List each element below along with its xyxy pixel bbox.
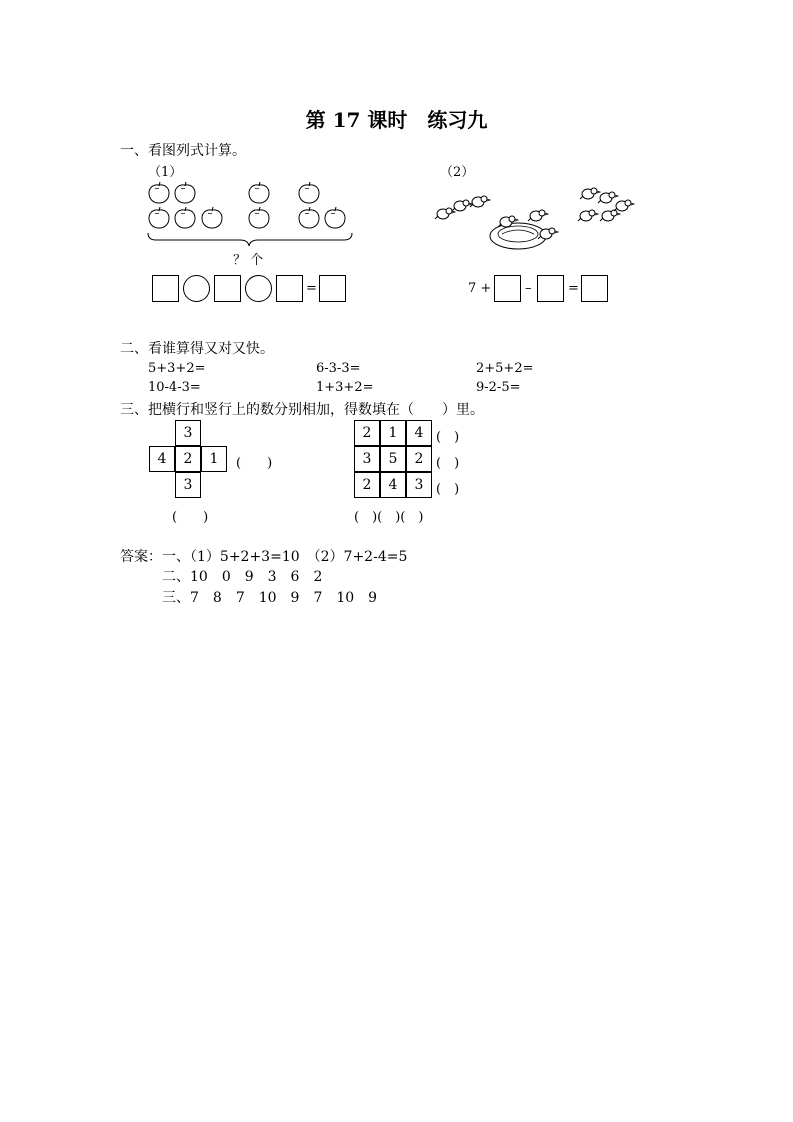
sub2-label: （2）: [440, 165, 475, 180]
grid-cell: 1: [380, 420, 406, 446]
section2-heading: 二、看谁算得又对又快。: [120, 341, 274, 357]
row-sum-blank[interactable]: ( ): [236, 456, 273, 471]
apple-icon: [175, 182, 195, 203]
equals-sign: =: [568, 281, 579, 296]
section3-heading: 三、把横行和竖行上的数分别相加，得数填在（ ）里。: [120, 402, 484, 418]
answer-box[interactable]: [581, 275, 608, 302]
row-sum-blank[interactable]: ( ): [436, 456, 460, 471]
section1-heading: 一、看图列式计算。: [120, 143, 246, 159]
grid-cell: 5: [380, 446, 406, 472]
row-sum-blank[interactable]: ( ): [436, 482, 460, 497]
answer-line: 答案：一、（1）5+2+3=10 （2）7+2-4=5: [120, 549, 408, 565]
apple-icon: [202, 207, 222, 228]
apple-icon: [149, 207, 169, 228]
bird-icon: [580, 188, 600, 199]
problem: 5+3+2=: [148, 361, 206, 376]
question-label: ？ 个: [233, 253, 264, 268]
answer-box[interactable]: [276, 275, 303, 302]
eq2-start: 7 +: [468, 281, 492, 296]
birds-picture: [430, 178, 640, 258]
apple-icon: [149, 182, 169, 203]
cross-cell-left: 4: [149, 446, 175, 472]
problem: 9-2-5=: [476, 380, 521, 395]
cross-cell-center: 2: [175, 446, 201, 472]
apple-icon: [249, 182, 269, 203]
grid-cell: 4: [380, 472, 406, 498]
grid-cell: 2: [354, 472, 380, 498]
problem: 2+5+2=: [476, 361, 534, 376]
problem: 10-4-3=: [148, 380, 201, 395]
grid-cell: 3: [354, 446, 380, 472]
apple-icon: [249, 207, 269, 228]
operator-circle[interactable]: [183, 275, 210, 302]
bird-icon: [578, 210, 598, 221]
answer-line: 二、10 0 9 3 6 2: [162, 569, 323, 585]
cross-cell-bottom: 3: [175, 472, 201, 498]
bird-icon: [598, 192, 618, 203]
sub1-label: （1）: [148, 165, 183, 180]
col-sum-blank[interactable]: ( ): [172, 510, 209, 525]
answer-box[interactable]: [537, 275, 564, 302]
answer-box[interactable]: [214, 275, 241, 302]
bird-icon: [614, 200, 634, 211]
grid-cell: 3: [406, 472, 432, 498]
page-title: 第 17 课时 练习九: [305, 108, 488, 132]
grid-cell: 2: [354, 420, 380, 446]
cross-cell-right: 1: [201, 446, 227, 472]
answer-box[interactable]: [152, 275, 179, 302]
bird-icon: [528, 210, 548, 221]
apple-icon: [299, 207, 319, 228]
row-sum-blank[interactable]: ( ): [436, 430, 460, 445]
grid-cell: 2: [406, 446, 432, 472]
col-sum-blanks[interactable]: ( )( )( ): [354, 510, 424, 525]
answer-line: 三、7 8 7 10 9 7 10 9: [162, 590, 378, 606]
equals-sign: =: [306, 281, 317, 296]
bird-icon: [600, 210, 620, 221]
apple-icon: [175, 207, 195, 228]
bird-icon: [452, 200, 472, 211]
problem: 1+3+2=: [316, 380, 374, 395]
cross-cell-top: 3: [175, 420, 201, 446]
bird-icon: [435, 208, 455, 219]
apple-icon: [299, 182, 319, 203]
apple-icon: [325, 207, 345, 228]
grid-cell: 4: [406, 420, 432, 446]
bird-icon: [470, 196, 490, 207]
answer-box[interactable]: [494, 275, 521, 302]
minus-sign: –: [525, 281, 532, 296]
answer-box[interactable]: [319, 275, 346, 302]
problem: 6-3-3=: [316, 361, 361, 376]
operator-circle[interactable]: [245, 275, 272, 302]
